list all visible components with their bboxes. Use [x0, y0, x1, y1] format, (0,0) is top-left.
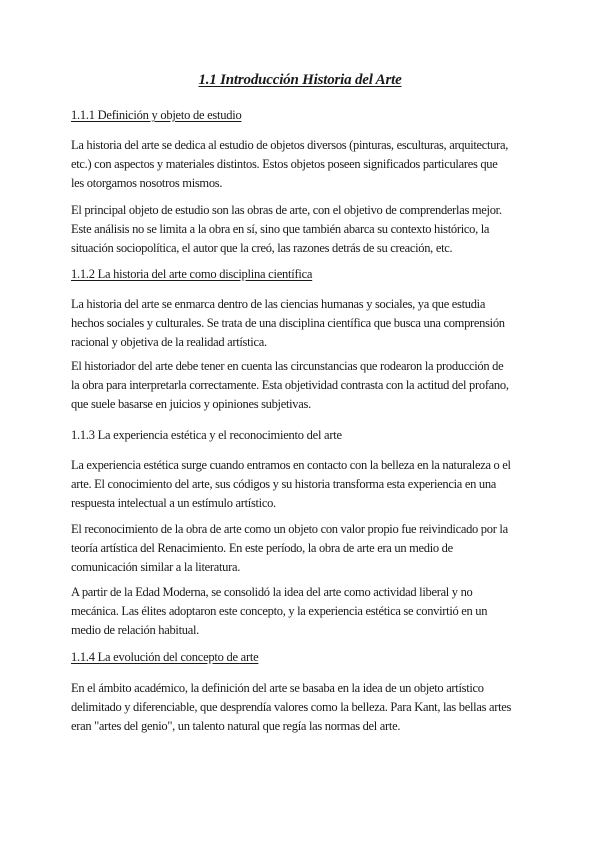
paragraph-line: El historiador del arte debe tener en cuenta las circunstancias que rodearon la producción de: [71, 359, 504, 373]
paragraph: [71, 679, 533, 737]
paragraph-line: delimitado y diferenciable, que desprendía valores como la belleza. Para Kant, las bellas artes: [71, 700, 512, 715]
paragraph: [71, 583, 533, 641]
paragraph-line: respuesta intelectual a un estímulo artístico.: [71, 496, 276, 511]
section-heading-1-1-2: 1.1.2 La historia del arte como disciplina científica: [71, 267, 313, 281]
paragraph-line: eran "artes del genio", un talento natural que regía las normas del arte.: [71, 719, 401, 734]
paragraph-line: que suele basarse en juicios y opiniones subjetivas.: [71, 397, 311, 412]
paragraph-line: la obra para interpretarla correctamente. Esta objetividad contrasta con la actitud del profano,: [71, 378, 509, 393]
paragraph-line: El principal objeto de estudio son las obras de arte, con el objetivo de comprenderlas mejor.: [71, 203, 502, 217]
paragraph-line: arte. El conocimiento del arte, sus códigos y su historia transforma esta experiencia en una: [71, 477, 497, 492]
paragraph: [71, 520, 533, 578]
section-heading-1-1-3: 1.1.3 La experiencia estética y el reconocimiento del arte: [71, 428, 342, 442]
paragraph: [71, 201, 533, 259]
paragraph: [71, 136, 533, 194]
document-title: 1.1 Introducción Historia del Arte: [198, 72, 402, 88]
paragraph-line: etc.) con aspectos y materiales distintos. Estos objetos poseen significados particulares que: [71, 157, 498, 172]
paragraph-line: les otorgamos nosotros mismos.: [71, 176, 223, 191]
paragraph-line: La experiencia estética surge cuando entramos en contacto con la belleza en la naturaleza o el: [71, 458, 511, 472]
paragraph-line: Este análisis no se limita a la obra en sí, sino que también abarca su contexto histórico, la: [71, 222, 490, 237]
paragraph-line: medio de relación habitual.: [71, 623, 199, 638]
paragraph-line: hechos sociales y culturales. Se trata de una disciplina científica que busca una comprensión: [71, 316, 505, 331]
paragraph: [71, 357, 533, 415]
paragraph-line: mecánica. Las élites adoptaron este concepto, y la experiencia estética se convirtió en un: [71, 604, 488, 619]
paragraph-line: A partir de la Edad Moderna, se consolidó la idea del arte como actividad liberal y no: [71, 585, 473, 599]
paragraph-line: racional y objetiva de la realidad artística.: [71, 335, 267, 350]
paragraph: [71, 456, 533, 514]
paragraph-line: comunicación similar a la literatura.: [71, 560, 241, 575]
paragraph: [71, 295, 533, 353]
paragraph-line: El reconocimiento de la obra de arte como un objeto con valor propio fue reivindicado por la: [71, 522, 508, 536]
section-heading-1-1-1: 1.1.1 Definición y objeto de estudio: [71, 108, 242, 122]
section-heading-1-1-4: 1.1.4 La evolución del concepto de arte: [71, 650, 259, 664]
paragraph-line: La historia del arte se dedica al estudio de objetos diversos (pinturas, esculturas, arquitectura,: [71, 138, 509, 152]
paragraph-line: En el ámbito académico, la definición del arte se basaba en la idea de un objeto artístico: [71, 681, 484, 695]
paragraph-line: La historia del arte se enmarca dentro de las ciencias humanas y sociales, ya que estudia: [71, 297, 486, 311]
paragraph-line: teoría artística del Renacimiento. En este período, la obra de arte era un medio de: [71, 541, 453, 556]
paragraph-line: situación sociopolítica, el autor que la creó, las razones detrás de su creación, etc.: [71, 241, 453, 256]
